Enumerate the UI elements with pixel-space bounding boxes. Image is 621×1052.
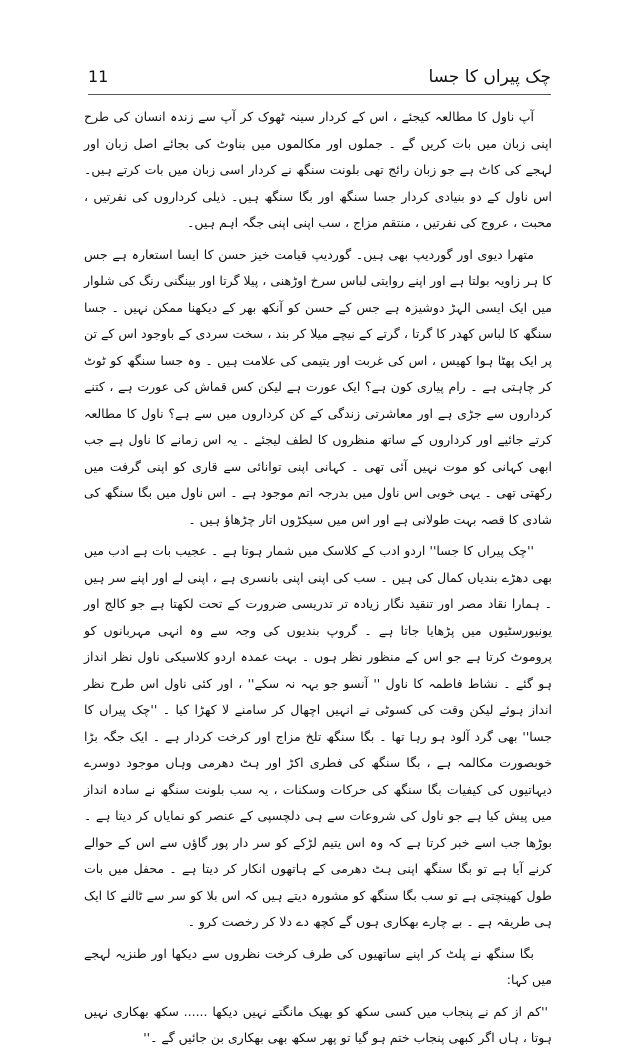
paragraph-1: آپ ناول کا مطالعہ کیجئے ، اس کے کردار سینہ ٹھوک کر آپ سے زندہ انسان کی طرح اپنی زبان میں بات کریں گے ۔ جملوں اور مکالموں میں بناوٹ کی بجائے اصل زبان اور لہجے کی کاٹ ہے جو زبان رائج تھی بلونت سنگھ نے کردار اسی زبان میں بات کرتے ہیں۔ اس ناول کے دو بنیادی کردار جسا سنگھ اور بگا سنگھ ہیں۔ ذیلی کرداروں کی نفرتیں ، محبت ، عروج کی نفرتیں ، منتقم مزاج ، سب اپنی اپنی جگہ اہم ہیں۔ xyxy=(84,109,552,230)
paragraph-2: متھرا دیوی اور گوردیپ بھی ہیں۔ گوردیپ قیامت خیز حسن کا ایسا استعارہ ہے جس کا ہر زاویہ بولتا ہے اور اپنے روایتی لباس سرخ اوڑھنی ، پیلا گرتا اور بینگنی رنگ کی شلوار میں ایک ایسی الہڑ دوشیزہ ہے جس کے حسن کو آنکھ بھر کے دیکھنا ممکن نہیں ۔ جسا سنگھ کا لباس کھدر کا گرتا ، گرتے کے نیچے میلا کر بند ، سخت سردی کے باوجود اس کے تن پر ایک پھٹا ہوا کھیس ، اس کی غربت اور یتیمی کی علامت ہیں ۔ وہ جسا سنگھ کو ٹوٹ کر چاہتی ہے ۔ رام پیاری کون ہے؟ ایک عورت ہے لیکن کس قماش کی عورت ہے ، کتنے کرداروں سے جڑی ہے اور معاشرتی زندگی کے کن کرداروں میں سے ہے؟ ناول کا مطالعہ کرتے جائیے اور کرداروں کے ساتھ منظروں کا لطف لیجئے ۔ یہ اس زمانے کا ناول ہے جب ابھی کہانی کو موت نہیں آئی تھی ۔ کہانی اپنی توانائی سے قاری کو اپنی گرفت میں رکھتی تھی ۔ یہی خوبی اس ناول میں بدرجہ اتم موجود ہے ۔ اس ناول میں بگا سنگھ کی شادی کا قصہ بہت طولانی ہے اور اس میں سیکڑوں اتار چڑھاؤ ہیں ۔ xyxy=(84,246,552,527)
running-header xyxy=(88,64,551,92)
book-title: چک پیراں کا جسا xyxy=(428,67,551,87)
paragraph-3: ''چک پیراں کا جسا'' اردو ادب کے کلاسک میں شمار ہوتا ہے ۔ عجیب بات ہے ادب میں بھی دھڑے بندیاں کمال کی ہیں ۔ سب کی اپنی اپنی بانسری ہے ، اپنی لے اور اپنے سر ہیں ۔ ہمارا نقاد مصر اور تنقید نگار زیادہ تر تدریسی ضرورت کے تحت لکھتا ہے جو کالج اور یونیورسٹیوں میں پڑھایا جاتا ہے ۔ گروپ بندیوں کی وجہ سے وہ انہی مہربانوں کو پروموٹ کرتا ہے جو اس کے منظور نظر ہوں ۔ بہت عمدہ اردو کلاسیکی ناول نظر انداز ہو گئے ۔ نشاط فاطمہ کا ناول '' آنسو جو بہہ نہ سکے'' ، اور کئی ناول اس طرح نظر انداز ہوئے لیکن وقت کی کسوٹی نے انہیں اچھال کر سامنے لا کھڑا کیا ۔ ''چک پیراں کا جسا'' بھی گرد آلود ہو رہا تھا ۔ بگا سنگھ تلخ مزاج اور کرخت کردار ہے ۔ ایک جگہ بڑا خوبصورت مکالمہ ہے ، بگا سنگھ کی فطری اکڑ اور ہٹ دھرمی وہاں موجود دوسرے دیہاتیوں کی کیفیات بگا سنگھ کی حرکات وسکنات ، یہ سب بلونت سنگھ نے سادہ انداز میں پیش کیا ہے جو ناول کی شروعات سے ہی دلچسپی کے عنصر کو نمایاں کر دیتا ہے ۔ بوڑھا جب اسے خبر کرتا ہے کہ وہ اس یتیم لڑکے کو سر دار پور گاؤں سے اس کے حوالے کرنے آیا ہے تو بگا سنگھ اپنی ہٹ دھرمی کے ہاتھوں انکار کر دیتا ہے ۔ محفل میں بات طول کھینچتی ہے تو سب بگا سنگھ کو مشورہ دیتے ہیں کہ اس بلا کو سر سے ٹالنے کا ایک ہی طریقہ ہے ۔ بے چارے بھکاری ہوں گے کچھ دے دلا کر رخصت کرو ۔ xyxy=(84,543,552,929)
quote-intro: بگا سنگھ نے پلٹ کر اپنے ساتھیوں کی طرف کرخت نظروں سے دیکھا اور طنزیہ لہجے میں کہا: xyxy=(84,945,552,987)
header-divider xyxy=(88,94,551,95)
page-body xyxy=(84,104,552,1052)
page-number: 11 xyxy=(88,67,109,86)
block-quote: ''کم از کم نے پنجاب میں کسی سکھ کو بھیک مانگتے نہیں دیکھا ...... سکھ بھکاری نہیں ہوتا ، ہاں اگر کبھی پنجاب ختم ہو گیا تو پھر سکھ بھی بھکاری بن جائیں گے ۔'' xyxy=(84,1003,552,1045)
